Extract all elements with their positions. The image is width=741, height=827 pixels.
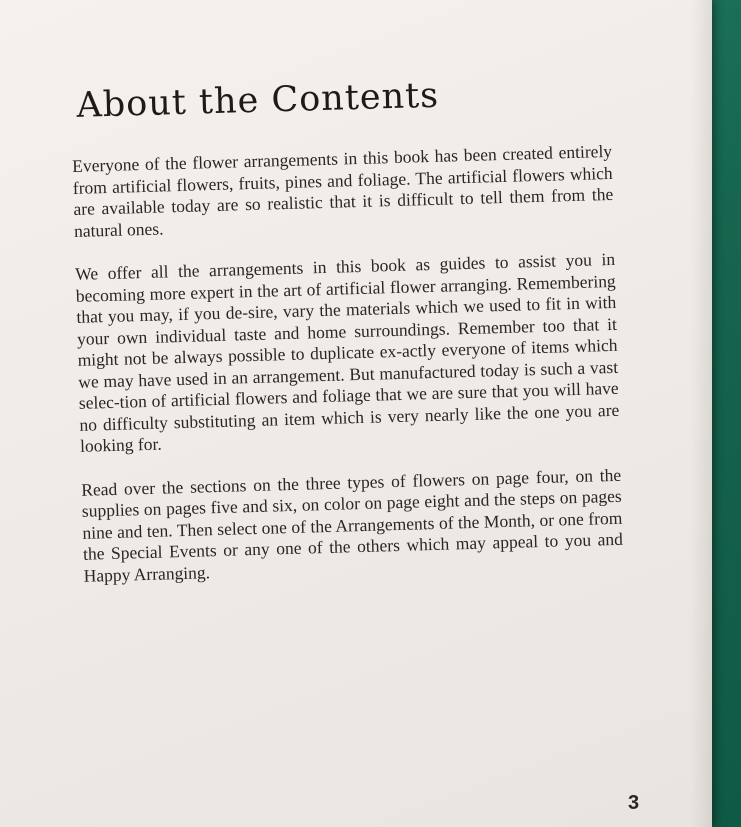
page-content <box>70 71 624 609</box>
paragraph-intro: Everyone of the flower arrangements in this book has been created entirely from artificial flowers, fruits, pines and foliage. The artificial flowers which are available today are so realistic that it is difficult to tell them from the natural ones. <box>71 140 614 241</box>
paragraph-guides: We offer all the arrangements in this book as guides to assist you in becoming more expert in the art of artificial flower arranging. Remembering that you may, if you de-sire, vary the materials which we used to fit in with your own individual taste and home surroundings. Remember too that it might not be always possible to duplicate ex-actly everyone of items which we may have used in an arrangement. But manufactured today is such a vast selec-tion of artificial flowers and foliage that we are sure that you will have no difficulty substituting an item which is very nearly like the one you are looking for. <box>74 248 620 456</box>
page-number: 3 <box>628 792 640 814</box>
page-title: About the Contents <box>75 75 440 126</box>
paragraph-instructions: Read over the sections on the three types of flowers on page four, on the supplies on pages five and six, on color on page eight and the steps on pages nine and ten. Then select one of the Arrangements of the Month, or one from the Special Events or any one of the others which may appeal to you and Happy Arranging. <box>80 464 624 586</box>
